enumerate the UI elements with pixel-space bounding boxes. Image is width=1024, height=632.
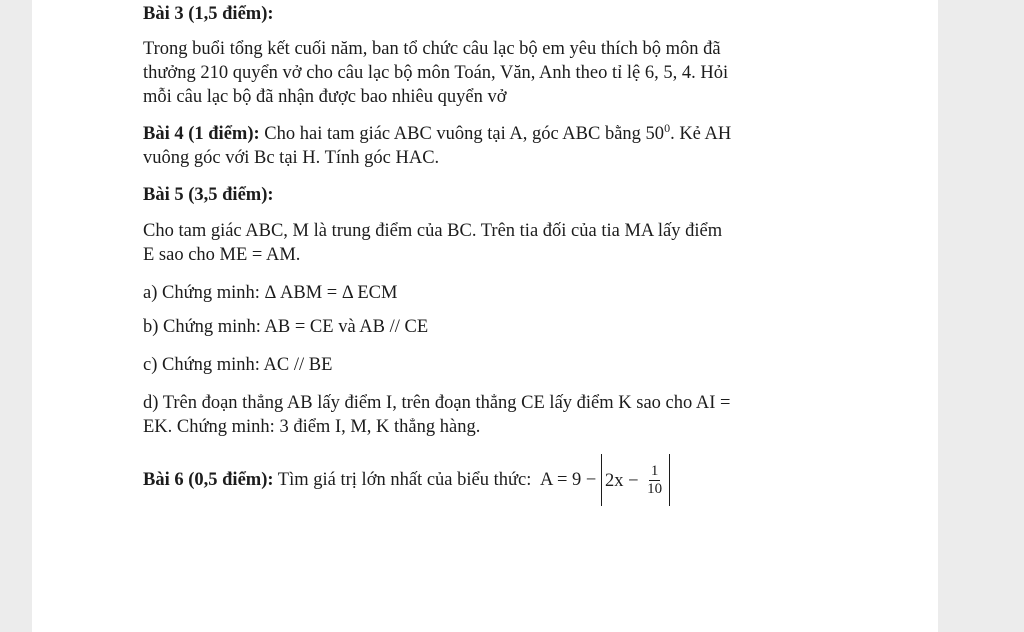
absolute-value-expression <box>601 454 670 506</box>
fraction-numerator: 1 <box>650 463 659 480</box>
bai4-text-a: Cho hai tam giác ABC vuông tại A, góc ABC bằng 50 <box>259 124 665 144</box>
bai6-expr-inner: 2x − <box>604 470 644 491</box>
bai3-line-1: Trong buổi tổng kết cuối năm, ban tổ chức câu lạc bộ em yêu thích bộ môn đã <box>143 39 721 59</box>
bai3-line-2: thưởng 210 quyển vở cho câu lạc bộ môn Toán, Văn, Anh theo tỉ lệ 6, 5, 4. Hỏi <box>143 63 729 83</box>
bai5-part-d-2: EK. Chứng minh: 3 điểm I, M, K thẳng hàng. <box>143 417 481 437</box>
bai5-part-d-1: d) Trên đoạn thẳng AB lấy điểm I, trên đoạn thẳng CE lấy điểm K sao cho AI = <box>143 393 731 413</box>
bai5-intro-2: E sao cho ME = AM. <box>143 245 301 265</box>
bai5-part-a: a) Chứng minh: Δ ABM = Δ ECM <box>143 283 398 303</box>
bai4-title: Bài 4 (1 điểm): <box>143 124 260 144</box>
bai3-line-3: mỗi câu lạc bộ đã nhận được bao nhiêu quyển vở <box>143 87 507 107</box>
fraction <box>645 463 664 498</box>
bai4-degree: 0 <box>664 120 671 135</box>
bai3-heading <box>143 3 274 26</box>
fraction-denominator: 10 <box>647 481 663 498</box>
bai4-line-2: vuông góc với Bc tại H. Tính góc HAC. <box>143 148 440 168</box>
bai6-line <box>143 452 670 508</box>
bai6-text: Tìm giá trị lớn nhất của biểu thức: <box>273 469 536 490</box>
bai5-intro-1: Cho tam giác ABC, M là trung điểm của BC. Trên tia đối của tia MA lấy điểm <box>143 221 723 241</box>
bai4-line-1 <box>143 120 732 146</box>
document-page <box>32 0 938 632</box>
bai3-title: Bài 3 (1,5 điểm): <box>143 4 274 24</box>
bai5-title: Bài 5 (3,5 điểm): <box>143 185 274 205</box>
bai5-part-c: c) Chứng minh: AC // BE <box>143 355 333 375</box>
bai4-text-b: . Kẻ AH <box>670 124 732 144</box>
bai6-expr-lhs: A = 9 − <box>540 469 601 490</box>
bai6-title: Bài 6 (0,5 điểm): <box>143 469 274 490</box>
bai5-part-b: b) Chứng minh: AB = CE và AB // CE <box>143 317 429 337</box>
bai5-heading <box>143 184 274 207</box>
